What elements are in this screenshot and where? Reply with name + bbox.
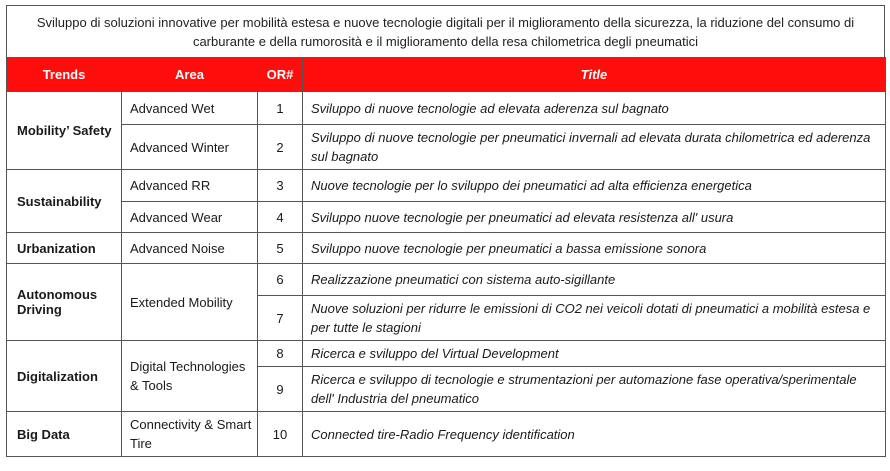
- trend-cell: Urbanization: [7, 233, 122, 264]
- or-cell: 3: [258, 170, 303, 202]
- trend-cell: Mobility’ Safety: [7, 92, 122, 170]
- or-cell: 4: [258, 202, 303, 233]
- area-cell: Advanced Noise: [122, 233, 258, 264]
- table-row: [7, 92, 886, 125]
- title-cell: Nuove soluzioni per ridurre le emissioni di CO2 nei veicoli dotati di pneumatici a mobilità estesa e per tutte le stagioni: [303, 296, 886, 341]
- title-cell: Sviluppo di nuove tecnologie ad elevata aderenza sul bagnato: [303, 92, 886, 125]
- area-cell: Extended Mobility: [122, 264, 258, 341]
- table-row: [7, 233, 886, 264]
- title-cell: Realizzazione pneumatici con sistema auto-sigillante: [303, 264, 886, 296]
- title-cell: Sviluppo di nuove tecnologie per pneumatici invernali ad elevata durata chilometrica ed aderenza sul bagnato: [303, 125, 886, 170]
- header-title: Title: [303, 58, 886, 92]
- trend-cell: Digitalization: [7, 341, 122, 412]
- document-table-container: [6, 5, 885, 457]
- or-cell: 8: [258, 341, 303, 367]
- area-cell: Advanced RR: [122, 170, 258, 202]
- or-cell: 5: [258, 233, 303, 264]
- title-cell: Connected tire-Radio Frequency identification: [303, 412, 886, 457]
- title-cell: Ricerca e sviluppo di tecnologie e strumentazioni per automazione fase operativa/sperimentale dell' Industria del pneumatico: [303, 367, 886, 412]
- header-trends: Trends: [7, 58, 122, 92]
- trend-cell: Sustainability: [7, 170, 122, 233]
- table-row: [7, 264, 886, 296]
- header-or: OR#: [258, 58, 303, 92]
- trends-table: [6, 57, 886, 457]
- title-cell: Ricerca e sviluppo del Virtual Development: [303, 341, 886, 367]
- title-cell: Sviluppo nuove tecnologie per pneumatici a bassa emissione sonora: [303, 233, 886, 264]
- or-cell: 9: [258, 367, 303, 412]
- trend-cell: Big Data: [7, 412, 122, 457]
- area-cell: Advanced Winter: [122, 125, 258, 170]
- or-cell: 6: [258, 264, 303, 296]
- table-row: [7, 170, 886, 202]
- area-cell: Connectivity & Smart Tire: [122, 412, 258, 457]
- header-row: [7, 58, 886, 92]
- table-caption: Sviluppo di soluzioni innovative per mobilità estesa e nuove tecnologie digitali per il miglioramento della sicurezza, la riduzione del consumo di carburante e della rumorosità e il miglioramento della resa chilometrica degli pneumatici: [6, 5, 885, 57]
- title-cell: Sviluppo nuove tecnologie per pneumatici ad elevata resistenza all' usura: [303, 202, 886, 233]
- trend-cell: Autonomous Driving: [7, 264, 122, 341]
- header-area: Area: [122, 58, 258, 92]
- title-cell: Nuove tecnologie per lo sviluppo dei pneumatici ad alta efficienza energetica: [303, 170, 886, 202]
- or-cell: 10: [258, 412, 303, 457]
- area-cell: Digital Technologies & Tools: [122, 341, 258, 412]
- area-cell: Advanced Wear: [122, 202, 258, 233]
- table-row: [7, 125, 886, 170]
- or-cell: 2: [258, 125, 303, 170]
- table-row: [7, 341, 886, 367]
- or-cell: 1: [258, 92, 303, 125]
- or-cell: 7: [258, 296, 303, 341]
- table-row: [7, 202, 886, 233]
- area-cell: Advanced Wet: [122, 92, 258, 125]
- table-row: [7, 412, 886, 457]
